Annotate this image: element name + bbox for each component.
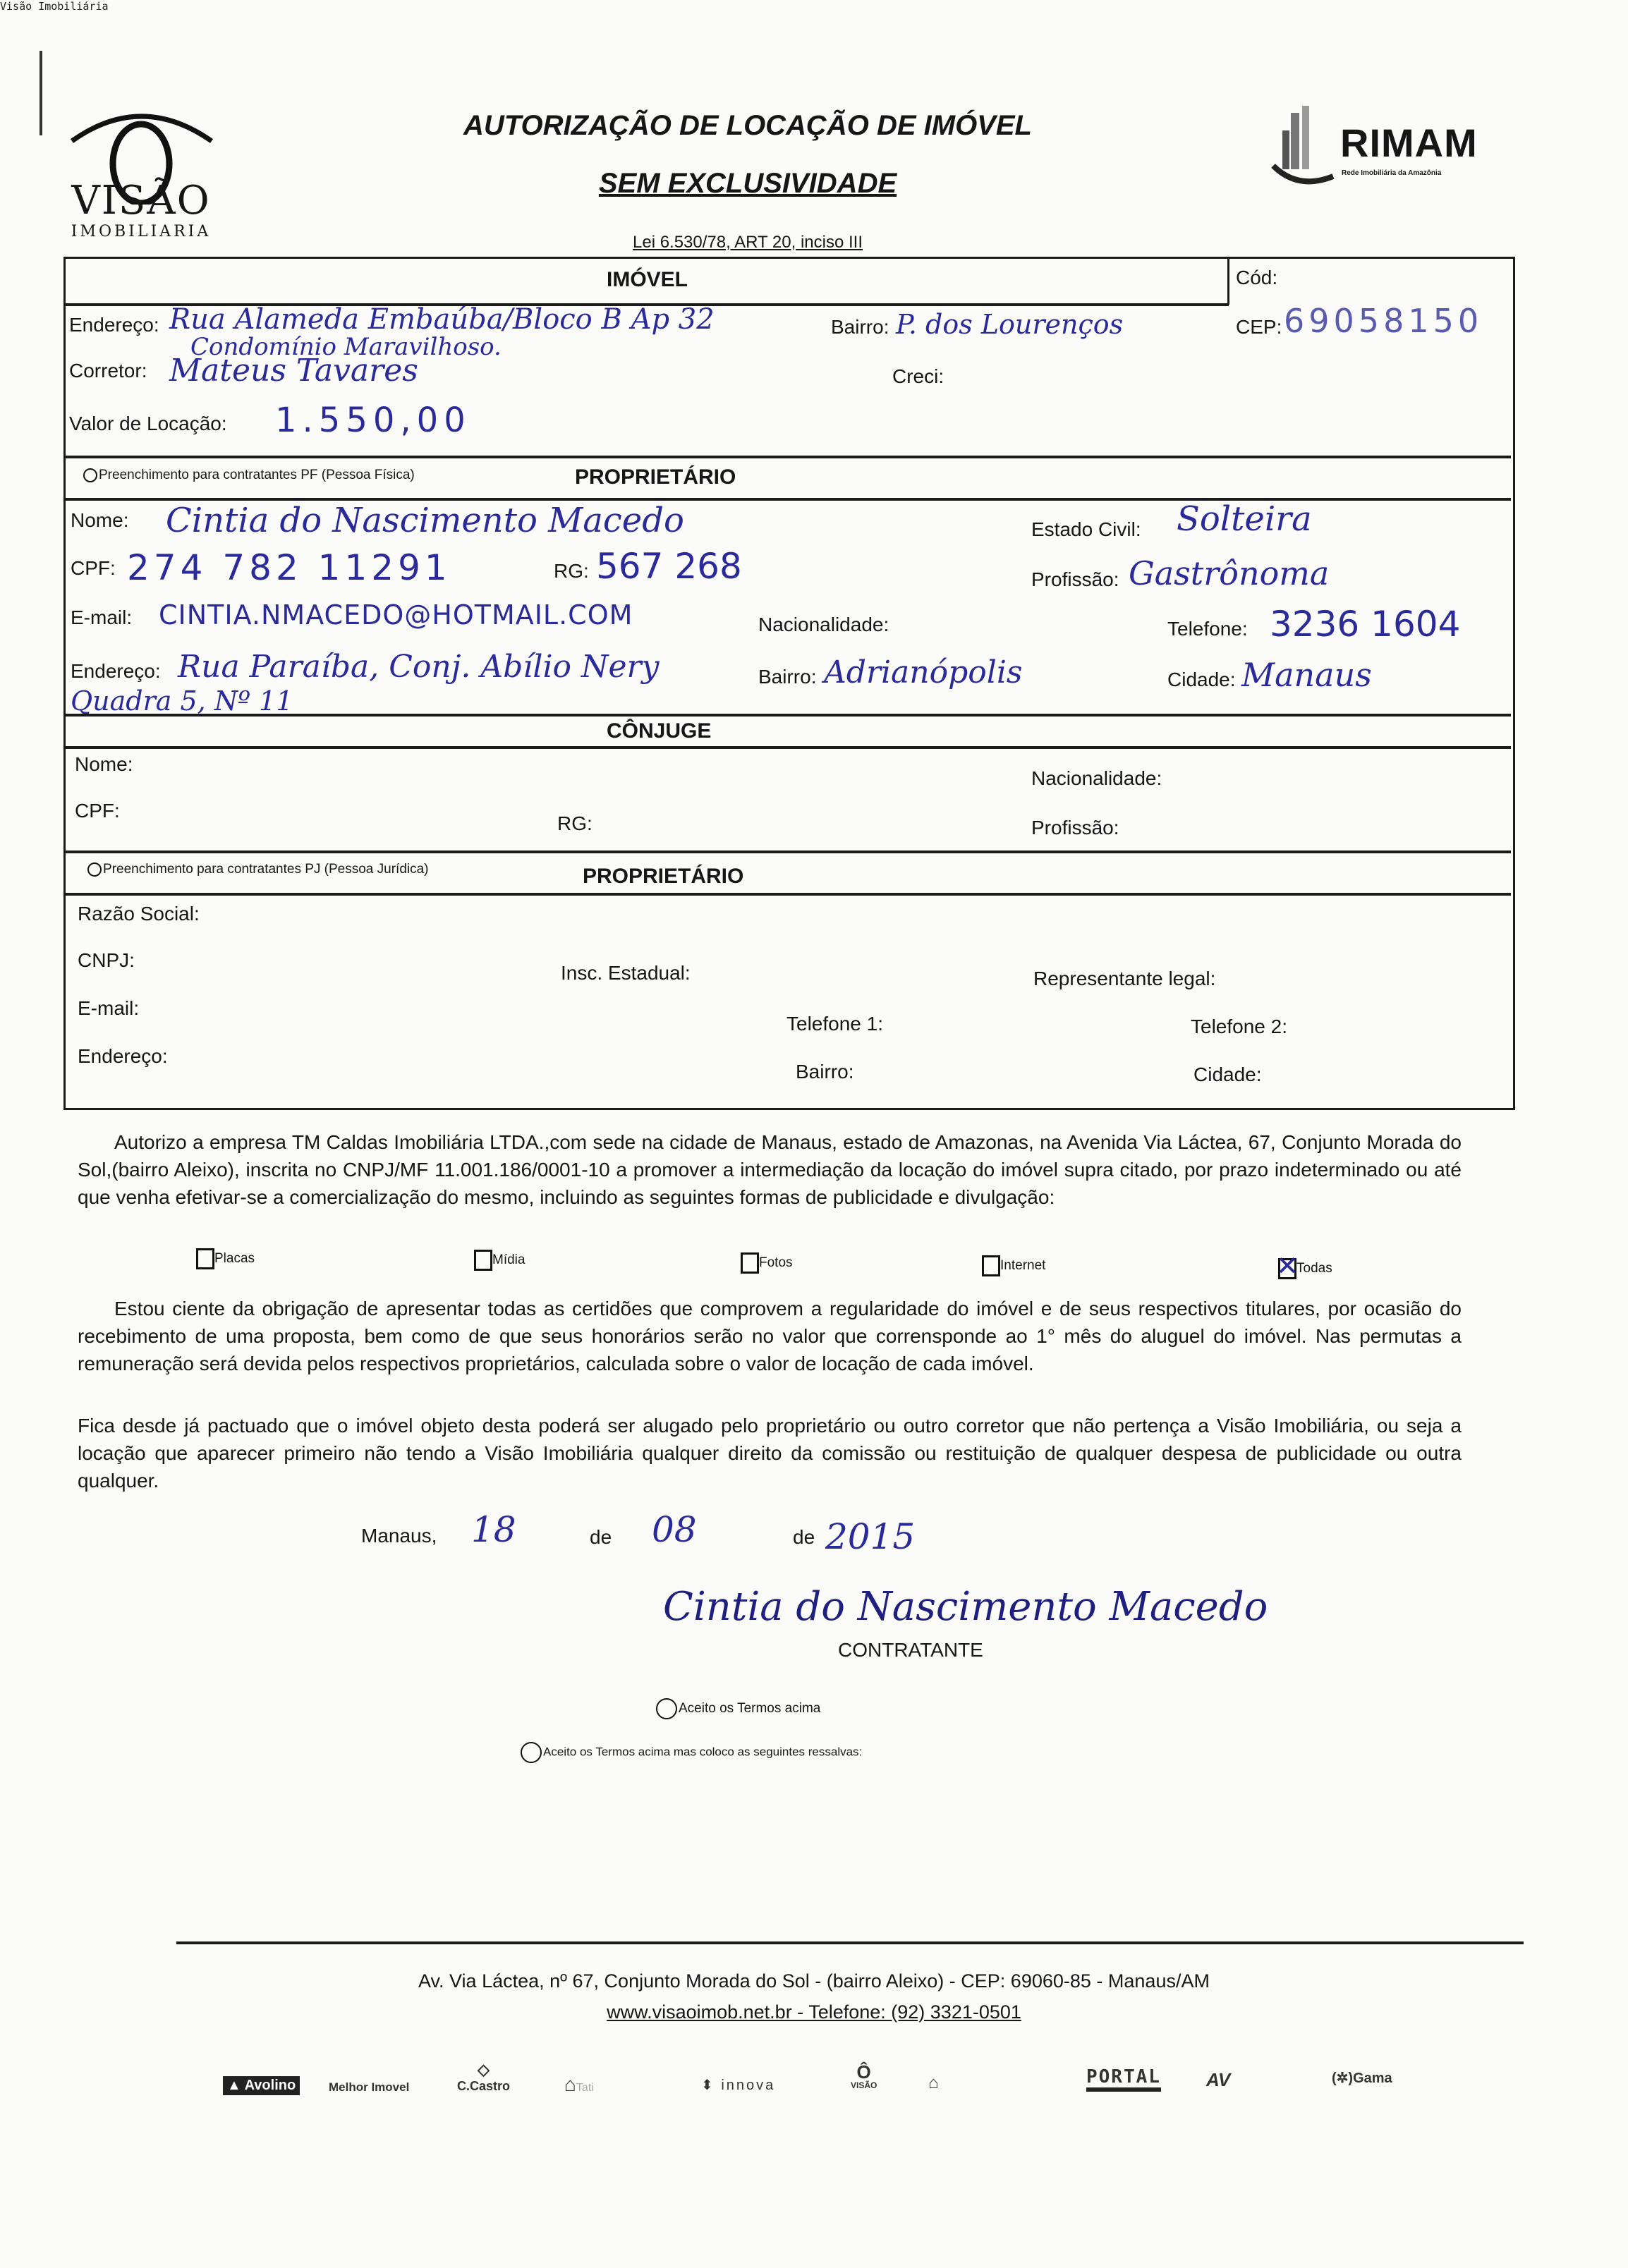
pf-telefone-label: Telefone: [1167,618,1248,640]
divider [63,850,1511,853]
obligation-paragraph: Estou ciente da obrigação de apresentar todas as certidões que comprovem a regularidade do imóvel e de seus respectivos titulares, por ocasião do recebimento de uma proposta, bem como de que seus honorários serão no valor que corrensponde ao 1° mês do aluguel do imóvel. Nas permutas a remuneração será devida pelos respectivos proprietários, calculada sobre o valor de locação de cada imóvel. [78,1298,1462,1374]
fotos-label: Fotos [759,1255,793,1271]
rimam-logo-text: RIMAM [1340,121,1478,165]
partner-logo-innova: ⬍ innova [701,2078,776,2093]
midia-checkbox[interactable] [474,1250,492,1271]
creci-label: Creci: [892,365,944,387]
midia-label: Mídia [492,1252,526,1268]
pf-rg-label: RG: [554,560,589,582]
visao-eye-icon: Ô [856,2061,871,2083]
imovel-bairro-value[interactable]: P. dos Lourenços [896,309,1124,340]
telefone1-label: Telefone 1: [786,1013,883,1035]
logo-main-text: VISÃO [71,178,211,224]
partner-logo-visao: Ô VISÃO [851,2061,877,2090]
option-placas[interactable] [196,1248,255,1269]
valor-locacao-label: Valor de Locação: [69,413,227,434]
imovel-bairro-label: Bairro: [831,316,889,338]
partner-logo-av: AV [1206,2069,1231,2090]
accept-with-reservations-option[interactable] [521,1742,862,1763]
option-internet[interactable] [982,1255,1045,1276]
divider [63,456,1511,458]
accept-terms-option[interactable] [656,1698,820,1719]
pj-endereco-label: Endereço: [78,1045,168,1067]
estado-civil-value[interactable]: Solteira [1177,499,1312,539]
estado-civil-label: Estado Civil: [1031,518,1141,540]
representante-legal-label: Representante legal: [1033,968,1216,989]
ccastro-diamond-icon: ◇ [478,2061,490,2078]
pf-endereco-label: Endereço: [71,660,161,682]
gama-emblem-icon: (✲) [1332,2071,1354,2086]
rimam-tagline: Rede Imobiliária da Amazônia [1342,169,1442,177]
law-reference: Lei 6.530/78, ART 20, inciso III [633,233,863,252]
divider [63,746,1511,749]
pf-cidade-label: Cidade: [1167,669,1236,690]
innova-icon: ⬍ [701,2078,722,2093]
conjuge-nome-label: Nome: [75,753,133,775]
pf-nacionalidade-label: Nacionalidade: [758,614,889,635]
document-subtitle: SEM EXCLUSIVIDADE [598,168,897,199]
partner-logo-melhor-imovel: Melhor Imovel [329,2080,410,2094]
date-de-2: de [793,1526,815,1548]
authorization-paragraph: Autorizo a empresa TM Caldas Imobiliária LTDA.,com sede na cidade de Manaus, estado de Amazonas, na Avenida Via Láctea, 67, Conjunto Morada do Sol,(bairro Aleixo), inscrita no CNPJ/MF 11.001.186/0001-10 a promover a intermediação da locação do imóvel supra citado, por prazo indeterminado ou até que venha efetivar-se a comercialização do mesmo, incluindo as seguintes formas de publicidade e divulgação: [78,1131,1462,1208]
document-title: AUTORIZAÇÃO DE LOCAÇÃO DE IMÓVEL [463,110,1032,141]
conjuge-rg-label: RG: [557,812,593,834]
pj-cidade-label: Cidade: [1193,1063,1262,1085]
partner-logo-tati: ⌂Tati [564,2073,594,2095]
option-midia[interactable] [474,1250,525,1271]
pf-option[interactable] [83,468,415,483]
pf-bairro-label: Bairro: [758,666,817,688]
accept-with-reservations-label: Aceito os Termos acima mas coloco as seguintes ressalvas: [543,1745,863,1759]
pf-endereco-value-2[interactable]: Quadra 5, Nº 11 [71,685,293,717]
logo-sub-text: IMOBILIARIA [71,223,212,240]
pj-option-label: Preenchimento para contratantes PJ (Pessoa Jurídica) [103,862,429,877]
contratante-label: CONTRATANTE [838,1639,983,1661]
accept-radio-icon[interactable] [656,1698,677,1719]
pf-nome-label: Nome: [71,509,129,531]
pf-cpf-label: CPF: [71,557,116,579]
fotos-checkbox[interactable] [741,1252,759,1274]
pf-email-value[interactable]: CINTIA.NMACEDO@HOTMAIL.COM [159,599,633,630]
cnpj-label: CNPJ: [78,949,135,971]
partner-logo-unknown [928,2073,939,2093]
razao-social-label: Razão Social: [78,903,200,925]
pf-option-label: Preenchimento para contratantes PF (Pessoa Física) [99,468,415,482]
partner-logo-gama: (✲)Gama [1332,2071,1392,2086]
conjuge-cpf-label: CPF: [75,800,120,822]
accept-terms-label: Aceito os Termos acima [679,1701,821,1717]
valor-locacao-value[interactable]: 1.550,00 [275,401,471,440]
pf-section-title: PROPRIETÁRIO [575,465,736,489]
pf-telefone-value[interactable]: 3236 1604 [1270,604,1461,645]
partner-logo-ccastro: ◇ C.Castro [457,2061,511,2093]
cod-divider [1227,257,1229,305]
partner-logo-avolino: ▲ Avolino [223,2076,300,2095]
footer-contact[interactable]: www.visaoimob.net.br - Telefone: (92) 3321-0501 [607,2001,1021,2023]
todas-label: Todas [1296,1261,1332,1276]
divider [63,714,1511,717]
pj-bairro-label: Bairro: [796,1061,854,1083]
tati-building-icon: ⌂ [564,2073,576,2095]
internet-checkbox[interactable] [982,1255,1000,1276]
imovel-endereco-label: Endereço: [69,314,159,336]
scan-margin-mark [40,51,42,135]
date-de-1: de [590,1526,612,1548]
pf-profissao-value[interactable]: Gastrônoma [1129,554,1330,592]
option-fotos[interactable] [741,1252,793,1274]
internet-label: Internet [1000,1258,1046,1274]
cep-label: CEP: [1236,316,1282,338]
imovel-endereco-value[interactable]: Rua Alameda Embaúba/Bloco B Ap 32 [169,303,715,336]
pf-radio-icon[interactable] [83,468,97,482]
pf-endereco-value[interactable]: Rua Paraíba, Conj. Abílio Nery [178,649,660,685]
option-todas[interactable] [1278,1258,1332,1279]
pf-bairro-value[interactable]: Adrianópolis [824,654,1023,690]
conjuge-section-title: CÔNJUGE [607,719,712,743]
conjuge-profissao-label: Profissão: [1031,817,1119,839]
cod-label: Cód: [1236,267,1278,288]
pf-email-label: E-mail: [71,606,133,628]
telefone2-label: Telefone 2: [1191,1016,1287,1037]
visao-logo [63,99,219,247]
contratante-signature: Cintia do Nascimento Macedo [663,1584,1268,1630]
pj-option[interactable] [87,862,429,877]
conjuge-nacionalidade-label: Nacionalidade: [1031,767,1162,789]
accept-reservations-radio-icon[interactable] [521,1742,542,1763]
house-icon: ⌂ [928,2073,939,2092]
footer-address: Av. Via Láctea, nº 67, Conjunto Morada do Sol - (bairro Aleixo) - CEP: 69060-85 - Manaus/AM [418,1970,1210,1992]
partner-logo-portal: PORTAL [1086,2066,1161,2092]
avolino-logo-icon: ▲ [227,2078,245,2093]
date-month[interactable]: 08 [652,1509,697,1550]
divider [63,893,1511,896]
insc-estadual-label: Insc. Estadual: [561,962,691,984]
pf-profissao-label: Profissão: [1031,568,1119,590]
rimam-logo [1270,106,1509,197]
document-source-label: Visão Imobiliária [0,0,109,13]
non-exclusivity-paragraph: Fica desde já pactuado que o imóvel objeto desta poderá ser alugado pelo proprietário ou outro corretor que não pertença a Visão Imobiliária, ou seja a locação que aparecer primeiro não tendo a Visão Imobiliária qualquer direito da comissão ou restituição de qualquer despesa de publicidade ou outra qualquer. [78,1415,1462,1492]
pj-email-label: E-mail: [78,997,140,1019]
pf-nome-value[interactable]: Cintia do Nascimento Macedo [166,501,684,540]
date-day[interactable]: 18 [471,1509,516,1550]
pj-section-title: PROPRIETÁRIO [583,865,744,888]
corretor-label: Corretor: [69,360,147,382]
footer-divider [176,1941,1524,1944]
corretor-value[interactable]: Mateus Tavares [169,353,418,389]
imovel-section-title: IMÓVEL [607,268,688,291]
pf-cidade-value[interactable]: Manaus [1241,656,1372,694]
building-wave-icon [1270,106,1340,190]
pj-radio-icon[interactable] [87,862,102,877]
todas-checkbox-checked[interactable] [1278,1258,1296,1279]
cep-value[interactable]: 69058150 [1284,302,1483,340]
pf-cpf-value[interactable]: 274 782 11291 [127,547,451,588]
pf-rg-value[interactable]: 567 268 [596,546,742,587]
placas-label: Placas [214,1251,255,1267]
date-city: Manaus, [361,1525,437,1547]
date-year[interactable]: 2015 [825,1516,916,1557]
imovel-endereco-value-2[interactable]: Condomínio Maravilhoso. [190,333,502,361]
placas-checkbox[interactable] [196,1248,214,1269]
